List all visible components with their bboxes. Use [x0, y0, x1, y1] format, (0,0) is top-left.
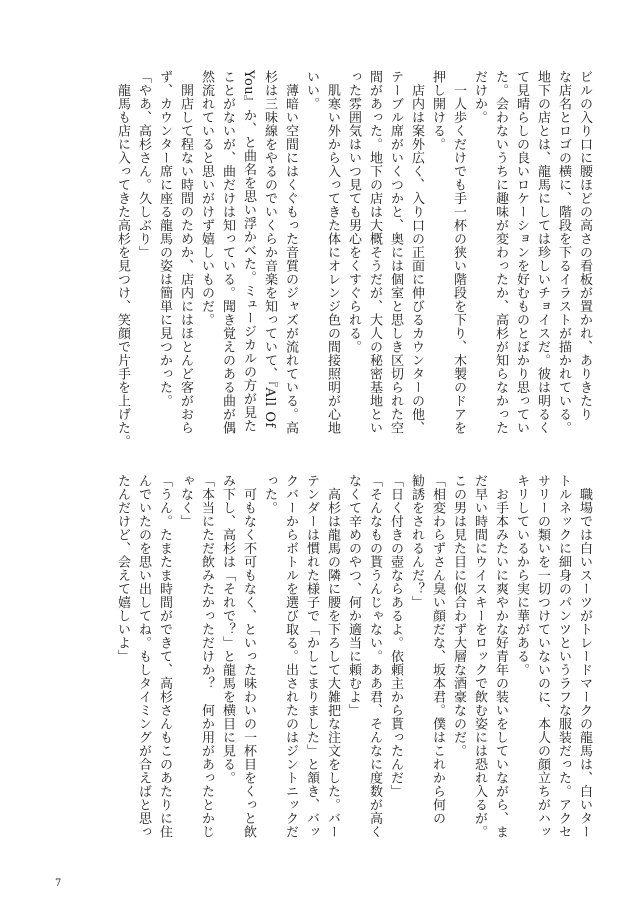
text-line: 店内は案外広く、入り口の正面に伸びるカウンターの他、 — [409, 70, 424, 435]
text-line: テンダーは慣れた様子で「かしこまりました」と頷き、バッ — [304, 474, 319, 839]
text-line: み下し、高杉は「それで？」と龍馬を横目に見る。 — [220, 474, 235, 785]
text-line: テーブル席がいくつかと、奥には個室と思しき区切られた空 — [388, 70, 403, 435]
text-line: ゃなく」 — [178, 474, 193, 528]
text-line: この男は見た目に似合わず大層な酒豪なのだ。 — [451, 474, 466, 758]
text-line: て見晴らしの良いロケーションを好むものとばかり思ってい — [514, 70, 529, 435]
text-line: You』か、と曲名を思い浮かべた。ミュージカルの方が見た — [241, 70, 256, 433]
text-line: ことがないが、曲だけは知っている。聞き覚えのある曲が偶 — [220, 70, 235, 435]
text-line: 「相変わらずさん臭い顔だな、坂本君。僕はこれから何の — [430, 474, 445, 825]
text-line: ず、カウンター席に座る龍馬の姿は簡単に見つかった。 — [157, 70, 172, 408]
text-line: 「本当にただ飲みたかっただけか？ 何か用があったとかじ — [199, 474, 214, 839]
text-line: んでいたのを思い出してね。もしタイミングが合えばと思っ — [136, 474, 151, 839]
text-line: だ早い時間にウイスキーをロックで飲む姿には恐れ入るが。 — [472, 474, 487, 839]
text-line: 一人歩くだけでも手一杯の狭い階段を下り、木製のドアを — [451, 70, 466, 435]
text-line: 肌寒い外から入ってきた体にオレンジ色の間接照明が心地 — [325, 70, 340, 435]
text-line: クバーからボトルを選び取る。出されたのはジントニックだ — [283, 474, 298, 839]
text-line: た。会わないうちに趣味が変わったか、高杉が知らなかった — [493, 70, 508, 435]
text-line: 職場では白いスーツがトレードマークの龍馬は、白いター — [577, 474, 592, 839]
text-line: な店名とロゴの横に、階段を下るイラストが描かれている。 — [556, 70, 571, 435]
text-line: 地下の店とは、龍馬にしては珍しいチョイスだ。彼は明るく — [535, 70, 550, 435]
text-block-top — [58, 70, 595, 450]
text-line: ビルの入り口に腰ほどの高さの看板が置かれ、ありきたり — [577, 70, 592, 421]
text-line: お手本みたいに爽やかな好青年の装いをしていながら、ま — [493, 474, 508, 839]
text-line: いい。 — [304, 70, 319, 111]
text-line: 「日く付きの壺ならあるよ。依頼主から貰ったんだ」 — [388, 474, 403, 798]
page-number: 7 — [55, 878, 62, 889]
text-line: なくて辛めのやつ、何か適当に頼むよ」 — [346, 474, 361, 717]
text-line: トルネックに細身のパンツというラフな服装だった。アクセ — [556, 474, 571, 839]
text-line: った。 — [262, 474, 277, 515]
text-line: サリーの類いを一切つけていないのに、本人の顔立ちがハッ — [535, 474, 550, 839]
text-line: 高杉は龍馬の隣に腰を下ろして大雑把な注文をした。バー — [325, 474, 340, 839]
text-line: 可もなく不可もなく、といった味わいの一杯目をくっと飲 — [241, 474, 256, 839]
text-line: 杉は三味線をやるのでいくらか音楽を知っていて、『All Of — [262, 70, 277, 428]
text-line: 「うん。たまたま時間ができて、高杉さんもこのあたりに住 — [157, 474, 172, 839]
text-line: 勧誘をされるんだ？」 — [409, 474, 424, 609]
text-line: 薄暗い空間にはくぐもった音質のジャズが流れている。高 — [283, 70, 298, 435]
text-line: だけか。 — [472, 70, 487, 124]
text-line: 然流れていると思いがけず嬉しいものだ。 — [199, 70, 214, 327]
text-line: 龍馬も店に入ってきた高杉を見つけ、笑顔で片手を上げた。 — [115, 70, 130, 448]
text-line: 「やあ、高杉さん。久しぶり」 — [136, 70, 151, 259]
text-line: 「そんなもの貰うんじゃない。ああ君、そんなに度数が高く — [367, 474, 382, 839]
text-block-bottom — [58, 474, 595, 854]
text-line: 押し開ける。 — [430, 70, 445, 151]
text-line: 間があった。地下の店は大概そうだが、大人の秘密基地とい — [367, 70, 382, 435]
text-line: キリしているから実に華がある。 — [514, 474, 529, 677]
text-line: 開店して程ない時間のためか、店内にはほとんど客がおら — [178, 70, 193, 435]
text-line: たんだけど、会えて嬉しいよ」 — [115, 474, 130, 663]
text-line: った雰囲気はいつ見ても男心をくすぐられる。 — [346, 70, 361, 354]
